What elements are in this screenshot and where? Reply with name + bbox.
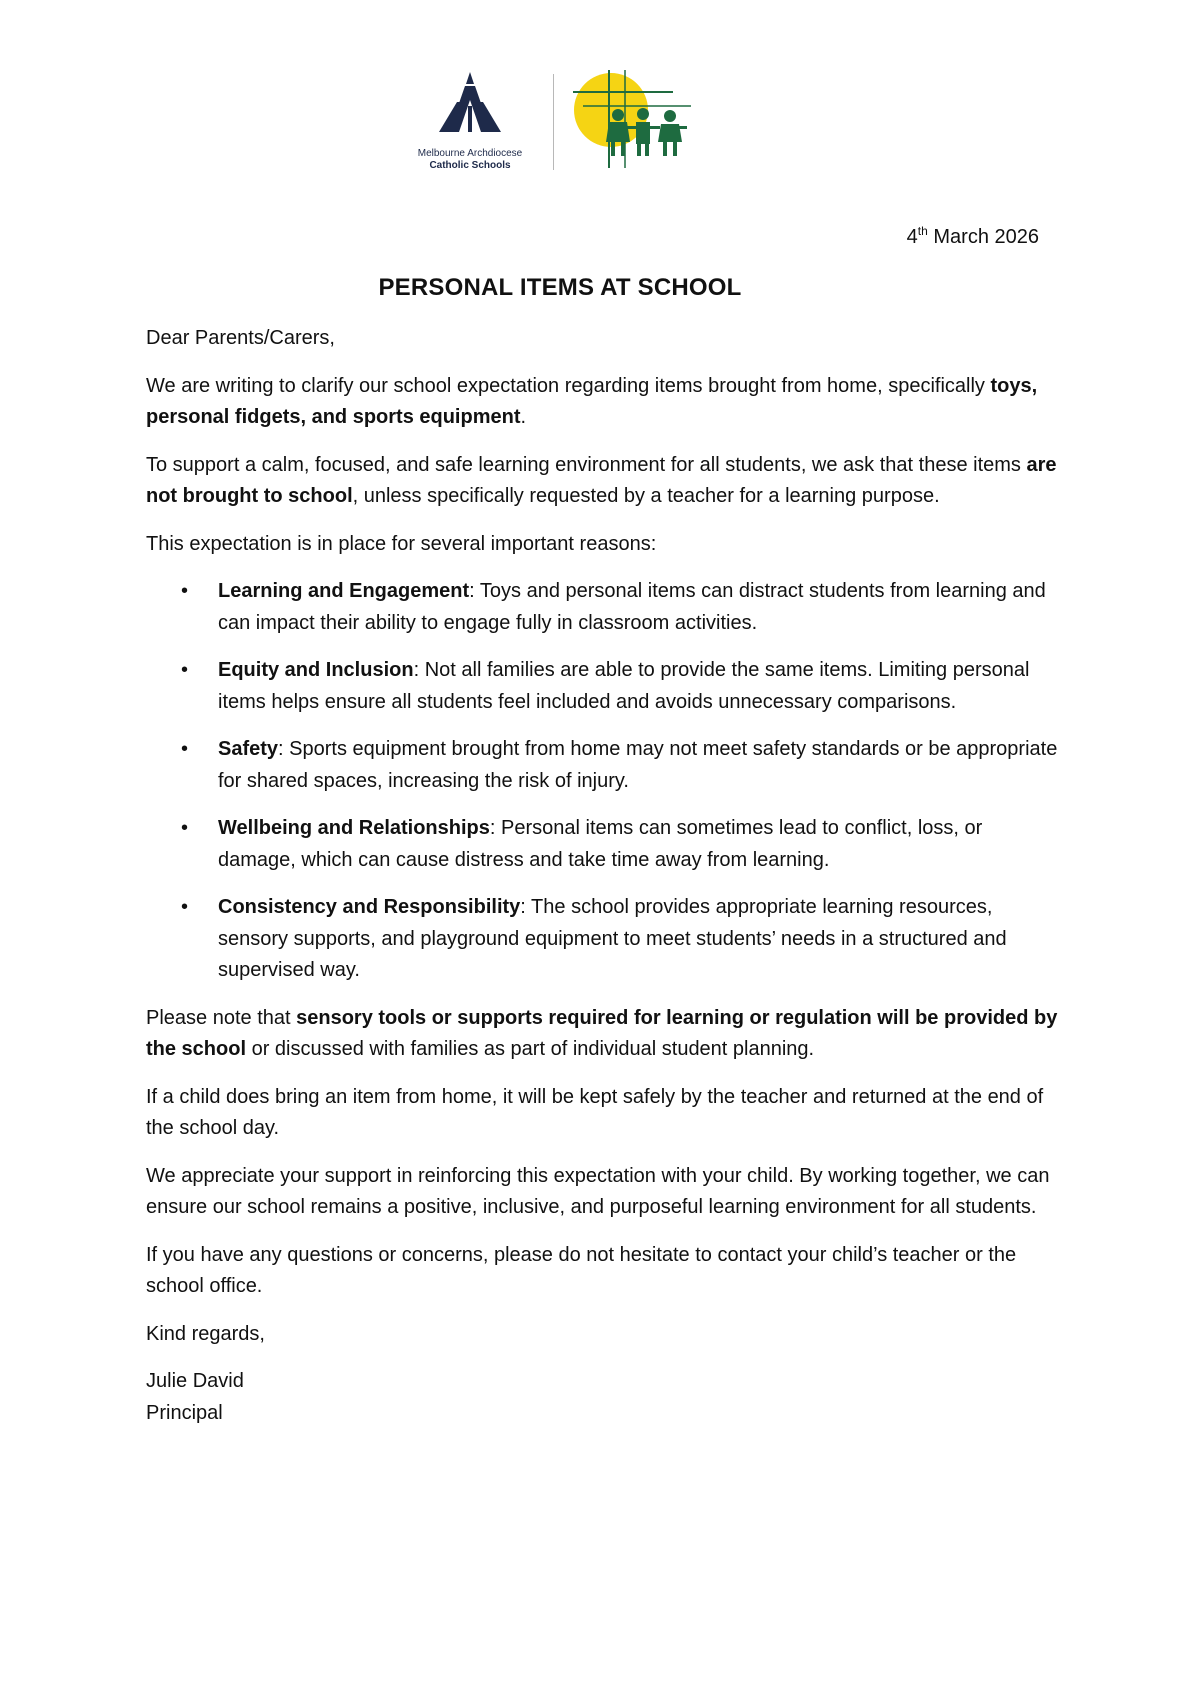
bullet-icon: • — [181, 817, 189, 839]
reason-text: : Sports equipment brought from home may not meet safety standards or be appropriate for shared spaces, increasing the risk of injury. — [218, 738, 1058, 792]
date-day: 4 — [906, 226, 918, 248]
paragraph-request — [146, 450, 1061, 513]
bullet-icon: • — [181, 896, 189, 918]
bullet-icon: • — [181, 580, 189, 602]
paragraph-sensory-end: or discussed with families as part of individual student planning. — [246, 1038, 815, 1060]
letter-date — [907, 226, 1039, 249]
reason-text: : Personal items can sometimes lead to conflict, loss, or damage, which can cause distress and take time away from learning. — [218, 817, 983, 871]
paragraph-sensory-bold: sensory tools or supports required for learning or regulation will be provided by the school — [146, 1006, 1058, 1060]
reason-text: : Toys and personal items can distract students from learning and can impact their ability to engage fully in classroom activities. — [218, 580, 1046, 634]
list-item — [181, 734, 1061, 797]
signature-block — [146, 1366, 1061, 1429]
macs-logo — [405, 68, 535, 176]
list-item — [181, 892, 1061, 987]
reason-title: Wellbeing and Relationships — [218, 817, 490, 839]
reason-title: Equity and Inclusion — [218, 659, 414, 681]
paragraph-intro-bold: toys, personal fidgets, and sports equipment — [146, 374, 1038, 428]
macs-wordmark-line2: Catholic Schools — [429, 160, 511, 171]
paragraph-request-bold: are not brought to school — [146, 453, 1057, 507]
paragraph-request-end: , unless specifically requested by a teacher for a learning purpose. — [352, 485, 940, 507]
paragraph-reasons-intro: This expectation is in place for several important reasons: — [146, 532, 657, 555]
list-item — [181, 813, 1061, 876]
reasons-list — [146, 576, 1061, 987]
paragraph-appreciation: We appreciate your support in reinforcing this expectation with your child. By working together, we can ensure our school remains a positive, inclusive, and purposeful learning environment for all students. — [146, 1164, 1050, 1218]
closing: Kind regards, — [146, 1322, 265, 1345]
bullet-icon: • — [181, 659, 189, 681]
paragraph-items-returned: If a child does bring an item from home, it will be kept safely by the teacher and returned at the end of the school day. — [146, 1085, 1044, 1139]
reason-title: Consistency and Responsibility — [218, 896, 521, 918]
bullet-icon: • — [181, 738, 189, 760]
date-suffix: th — [917, 224, 928, 238]
logo-divider — [553, 74, 554, 170]
paragraph-intro — [146, 371, 1061, 434]
reason-text: : Not all families are able to provide the same items. Limiting personal items helps ensure all students feel included and avoids unnecessary comparisons. — [218, 659, 1030, 713]
reason-title: Safety — [218, 738, 279, 760]
signature-name: Julie David — [146, 1370, 244, 1392]
reason-title: Learning and Engagement — [218, 580, 470, 602]
page-title: PERSONAL ITEMS AT SCHOOL — [378, 274, 742, 301]
paragraph-intro-text: We are writing to clarify our school expectation regarding items brought from home, specifically — [146, 374, 991, 397]
signature-role: Principal — [146, 1401, 223, 1424]
paragraph-contact: If you have any questions or concerns, please do not hesitate to contact your child’s teacher or the school office. — [146, 1243, 1017, 1297]
macs-wordmark — [405, 148, 535, 172]
paragraph-sensory-note — [146, 1003, 1061, 1066]
list-item — [181, 576, 1061, 639]
letter-body — [146, 323, 1061, 1429]
letterhead-logos — [405, 68, 710, 176]
paragraph-intro-end: . — [520, 406, 527, 428]
reason-text: : The school provides appropriate learning resources, sensory supports, and playground equipment to meet students’ needs in a structured and supervised way. — [218, 896, 1007, 981]
greeting: Dear Parents/Carers, — [146, 327, 335, 349]
date-month-year: March 2026 — [933, 226, 1039, 248]
macs-mitre-icon — [435, 72, 505, 136]
school-logo-icon — [573, 70, 698, 168]
paragraph-sensory-text: Please note that — [146, 1006, 297, 1029]
macs-wordmark-line1: Melbourne Archdiocese — [417, 148, 523, 159]
list-item — [181, 655, 1061, 718]
paragraph-request-text: To support a calm, focused, and safe learning environment for all students, we ask that these items — [146, 453, 1027, 476]
